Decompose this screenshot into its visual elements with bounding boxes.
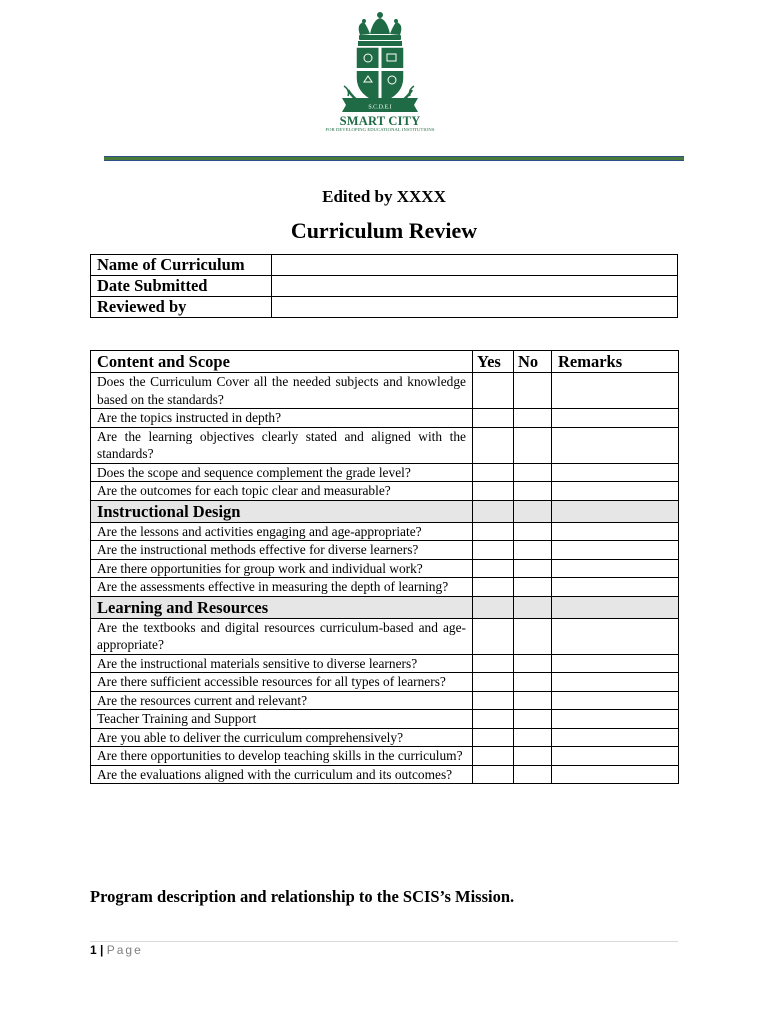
remarks-cell[interactable] bbox=[552, 427, 679, 463]
question-row bbox=[91, 765, 679, 784]
yes-cell[interactable] bbox=[473, 691, 514, 710]
question-text: Are the instructional methods effective for diverse learners? bbox=[91, 541, 473, 560]
yes-cell[interactable] bbox=[473, 578, 514, 597]
logo-tagline: FOR DEVELOPING EDUCATIONAL INSTITUTIONS bbox=[325, 127, 435, 132]
yes-cell[interactable] bbox=[473, 654, 514, 673]
info-row bbox=[91, 297, 678, 318]
section-blank-cell bbox=[473, 500, 514, 522]
remarks-cell[interactable] bbox=[552, 482, 679, 501]
header-content-scope: Content and Scope bbox=[91, 351, 473, 373]
no-cell[interactable] bbox=[514, 463, 552, 482]
remarks-cell[interactable] bbox=[552, 373, 679, 409]
header-no: No bbox=[514, 351, 552, 373]
remarks-cell[interactable] bbox=[552, 463, 679, 482]
question-text: Are there opportunities to develop teaching skills in the curriculum? bbox=[91, 747, 473, 766]
question-row bbox=[91, 710, 679, 729]
header-divider bbox=[104, 156, 684, 161]
yes-cell[interactable] bbox=[473, 427, 514, 463]
section-heading: Instructional Design bbox=[91, 500, 473, 522]
question-text: Are the instructional materials sensitive to diverse learners? bbox=[91, 654, 473, 673]
section-blank-cell bbox=[552, 596, 679, 618]
no-cell[interactable] bbox=[514, 747, 552, 766]
info-value[interactable] bbox=[272, 276, 678, 297]
question-text: Are the outcomes for each topic clear and measurable? bbox=[91, 482, 473, 501]
remarks-cell[interactable] bbox=[552, 728, 679, 747]
section-row bbox=[91, 596, 679, 618]
no-cell[interactable] bbox=[514, 522, 552, 541]
edited-by: Edited by XXXX bbox=[322, 187, 446, 206]
section-blank-cell bbox=[514, 500, 552, 522]
info-label: Reviewed by bbox=[91, 297, 272, 318]
question-row bbox=[91, 373, 679, 409]
yes-cell[interactable] bbox=[473, 559, 514, 578]
yes-cell[interactable] bbox=[473, 482, 514, 501]
no-cell[interactable] bbox=[514, 765, 552, 784]
no-cell[interactable] bbox=[514, 728, 552, 747]
review-header-row bbox=[91, 351, 679, 373]
remarks-cell[interactable] bbox=[552, 691, 679, 710]
no-cell[interactable] bbox=[514, 559, 552, 578]
question-row bbox=[91, 728, 679, 747]
section-blank-cell bbox=[514, 596, 552, 618]
section-row bbox=[91, 500, 679, 522]
question-text: Teacher Training and Support bbox=[91, 710, 473, 729]
remarks-cell[interactable] bbox=[552, 673, 679, 692]
question-text: Does the Curriculum Cover all the needed subjects and knowledge based on the standards? bbox=[91, 373, 473, 409]
info-label: Date Submitted bbox=[91, 276, 272, 297]
question-row bbox=[91, 427, 679, 463]
yes-cell[interactable] bbox=[473, 728, 514, 747]
yes-cell[interactable] bbox=[473, 765, 514, 784]
no-cell[interactable] bbox=[514, 710, 552, 729]
question-text: Are the learning objectives clearly stated and aligned with the standards? bbox=[91, 427, 473, 463]
remarks-cell[interactable] bbox=[552, 747, 679, 766]
question-row bbox=[91, 522, 679, 541]
review-table-body bbox=[91, 373, 679, 784]
yes-cell[interactable] bbox=[473, 710, 514, 729]
question-text: Are you able to deliver the curriculum comprehensively? bbox=[91, 728, 473, 747]
question-text: Are the lessons and activities engaging and age-appropriate? bbox=[91, 522, 473, 541]
question-row bbox=[91, 541, 679, 560]
question-text: Are the textbooks and digital resources curriculum-based and age-appropriate? bbox=[91, 618, 473, 654]
footer-separator: | bbox=[100, 943, 104, 957]
question-row bbox=[91, 673, 679, 692]
remarks-cell[interactable] bbox=[552, 578, 679, 597]
remarks-cell[interactable] bbox=[552, 710, 679, 729]
remarks-cell[interactable] bbox=[552, 618, 679, 654]
question-text: Are the resources current and relevant? bbox=[91, 691, 473, 710]
remarks-cell[interactable] bbox=[552, 522, 679, 541]
no-cell[interactable] bbox=[514, 578, 552, 597]
page-number: 1 bbox=[90, 943, 97, 957]
header-yes: Yes bbox=[473, 351, 514, 373]
yes-cell[interactable] bbox=[473, 747, 514, 766]
question-row bbox=[91, 654, 679, 673]
no-cell[interactable] bbox=[514, 618, 552, 654]
logo-emblem-text: S.C.D.E.I bbox=[368, 104, 392, 111]
yes-cell[interactable] bbox=[473, 463, 514, 482]
yes-cell[interactable] bbox=[473, 541, 514, 560]
page-footer bbox=[90, 943, 143, 957]
no-cell[interactable] bbox=[514, 373, 552, 409]
info-value[interactable] bbox=[272, 255, 678, 276]
remarks-cell[interactable] bbox=[552, 541, 679, 560]
header-remarks: Remarks bbox=[552, 351, 679, 373]
question-row bbox=[91, 618, 679, 654]
question-row bbox=[91, 559, 679, 578]
no-cell[interactable] bbox=[514, 691, 552, 710]
remarks-cell[interactable] bbox=[552, 765, 679, 784]
page-label: Page bbox=[106, 943, 143, 957]
question-row bbox=[91, 691, 679, 710]
section-blank-cell bbox=[473, 596, 514, 618]
no-cell[interactable] bbox=[514, 654, 552, 673]
question-row bbox=[91, 482, 679, 501]
yes-cell[interactable] bbox=[473, 373, 514, 409]
yes-cell[interactable] bbox=[473, 522, 514, 541]
no-cell[interactable] bbox=[514, 541, 552, 560]
remarks-cell[interactable] bbox=[552, 559, 679, 578]
info-table bbox=[90, 254, 678, 318]
logo-name: SMART CITY bbox=[339, 114, 421, 128]
footer-divider bbox=[90, 941, 678, 942]
no-cell[interactable] bbox=[514, 409, 552, 428]
info-label: Name of Curriculum bbox=[91, 255, 272, 276]
question-row bbox=[91, 578, 679, 597]
remarks-cell[interactable] bbox=[552, 409, 679, 428]
section-blank-cell bbox=[552, 500, 679, 522]
section-heading: Learning and Resources bbox=[91, 596, 473, 618]
question-row bbox=[91, 409, 679, 428]
no-cell[interactable] bbox=[514, 427, 552, 463]
remarks-cell[interactable] bbox=[552, 654, 679, 673]
info-row bbox=[91, 255, 678, 276]
question-text: Does the scope and sequence complement the grade level? bbox=[91, 463, 473, 482]
question-text: Are there opportunities for group work and individual work? bbox=[91, 559, 473, 578]
question-text: Are there sufficient accessible resources for all types of learners? bbox=[91, 673, 473, 692]
question-text: Are the evaluations aligned with the curriculum and its outcomes? bbox=[91, 765, 473, 784]
no-cell[interactable] bbox=[514, 673, 552, 692]
review-table bbox=[90, 350, 679, 784]
question-text: Are the topics instructed in depth? bbox=[91, 409, 473, 428]
info-value[interactable] bbox=[272, 297, 678, 318]
program-heading: Program description and relationship to the SCIS’s Mission. bbox=[90, 887, 515, 906]
info-row bbox=[91, 276, 678, 297]
page-title: Curriculum Review bbox=[290, 218, 478, 243]
yes-cell[interactable] bbox=[473, 618, 514, 654]
question-row bbox=[91, 747, 679, 766]
yes-cell[interactable] bbox=[473, 409, 514, 428]
yes-cell[interactable] bbox=[473, 673, 514, 692]
no-cell[interactable] bbox=[514, 482, 552, 501]
question-row bbox=[91, 463, 679, 482]
question-text: Are the assessments effective in measuring the depth of learning? bbox=[91, 578, 473, 597]
